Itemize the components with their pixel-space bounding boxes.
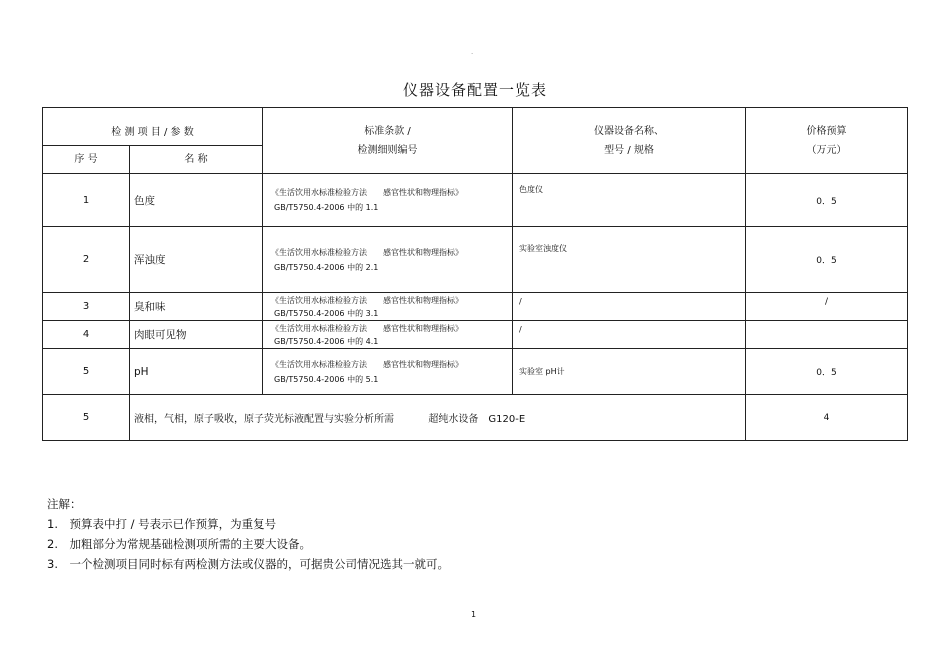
table-row: [43, 227, 908, 293]
row-merged-description: [130, 395, 746, 441]
standard-header-line2: 检测细则编号: [357, 144, 418, 156]
row-name: 色度: [130, 174, 263, 227]
group-header: 检 测 项 目 / 参 数: [43, 108, 263, 146]
row-equipment: 实验室 pH计: [513, 349, 746, 395]
row-no: 2: [43, 227, 130, 293]
row-price: 0．5: [746, 227, 908, 293]
price-header-line1: 价格预算: [806, 125, 847, 137]
notes-section: [47, 494, 449, 574]
standard-title: 《生活饮用水标准检验方法 感官性状和物理指标》: [271, 295, 464, 305]
price-header: [746, 108, 908, 174]
header-dot: .: [471, 48, 474, 56]
standard-title: 《生活饮用水标准检验方法 感官性状和物理指标》: [271, 323, 464, 333]
name-header: 名 称: [130, 146, 263, 174]
row-no: 4: [43, 321, 130, 349]
page-number: 1: [471, 610, 477, 619]
row-no: 3: [43, 293, 130, 321]
table-row: [43, 293, 908, 321]
row-standard: [263, 321, 513, 349]
row-name: pH: [130, 349, 263, 395]
row-price: 0．5: [746, 174, 908, 227]
standard-code: GB/T5750.4-2006 中的 3.1: [274, 308, 379, 318]
standard-title: 《生活饮用水标准检验方法 感官性状和物理指标》: [271, 359, 464, 369]
standard-header-line1: 标准条款 /: [364, 125, 411, 137]
row-equipment: /: [513, 321, 746, 349]
row-price: 0．5: [746, 349, 908, 395]
equipment-header-line2: 型号 / 规格: [604, 144, 654, 156]
price-header-line2: （万元）: [806, 144, 847, 156]
equipment-table: [42, 107, 908, 441]
header-row-1: [43, 108, 908, 146]
row-name: 臭和味: [130, 293, 263, 321]
row-equipment: /: [513, 293, 746, 321]
row-standard: [263, 174, 513, 227]
row-standard: [263, 227, 513, 293]
row-standard: [263, 349, 513, 395]
equipment-header-line1: 仪器设备名称、: [594, 125, 665, 137]
row-no: 5: [43, 395, 130, 441]
row-standard: [263, 293, 513, 321]
row-equipment: 实验室浊度仪: [513, 227, 746, 293]
standard-header: [263, 108, 513, 174]
equipment-header: [513, 108, 746, 174]
row-no: 5: [43, 349, 130, 395]
document-title: 仪器设备配置一览表: [402, 81, 547, 99]
note-item: 3. 一个检测项目同时标有两检测方法或仪器的，可据贵公司情况选其一就可。: [47, 557, 449, 571]
note-item: 1. 预算表中打 / 号表示已作预算，为重复号: [47, 517, 277, 531]
note-item: 2. 加粗部分为常规基础检测项所需的主要大设备。: [47, 537, 311, 551]
notes-heading: 注解：: [47, 497, 82, 511]
row-description: 液相，气相，原子吸收，原子荧光标液配置与实验分析所需: [134, 414, 394, 425]
standard-code: GB/T5750.4-2006 中的 5.1: [274, 374, 379, 384]
row-name: 肉眼可见物: [130, 321, 263, 349]
table-row: [43, 349, 908, 395]
standard-code: GB/T5750.4-2006 中的 1.1: [274, 203, 379, 212]
standard-title: 《生活饮用水标准检验方法 感官性状和物理指标》: [271, 247, 464, 257]
standard-code: GB/T5750.4-2006 中的 4.1: [274, 336, 379, 346]
row-price: 4: [746, 395, 908, 441]
standard-code: GB/T5750.4-2006 中的 2.1: [274, 262, 379, 272]
row-price: /: [746, 293, 908, 321]
table-row: [43, 321, 908, 349]
no-header: 序 号: [43, 146, 130, 174]
table-row: [43, 174, 908, 227]
row-no: 1: [43, 174, 130, 227]
row-name: 浑浊度: [130, 227, 263, 293]
row-equipment: 超纯水设备 G120-E: [428, 414, 526, 425]
row-price: [746, 321, 908, 349]
row-equipment: 色度仪: [513, 174, 746, 227]
standard-title: 《生活饮用水标准检验方法 感官性状和物理指标》: [271, 188, 464, 197]
table-row: [43, 395, 908, 441]
